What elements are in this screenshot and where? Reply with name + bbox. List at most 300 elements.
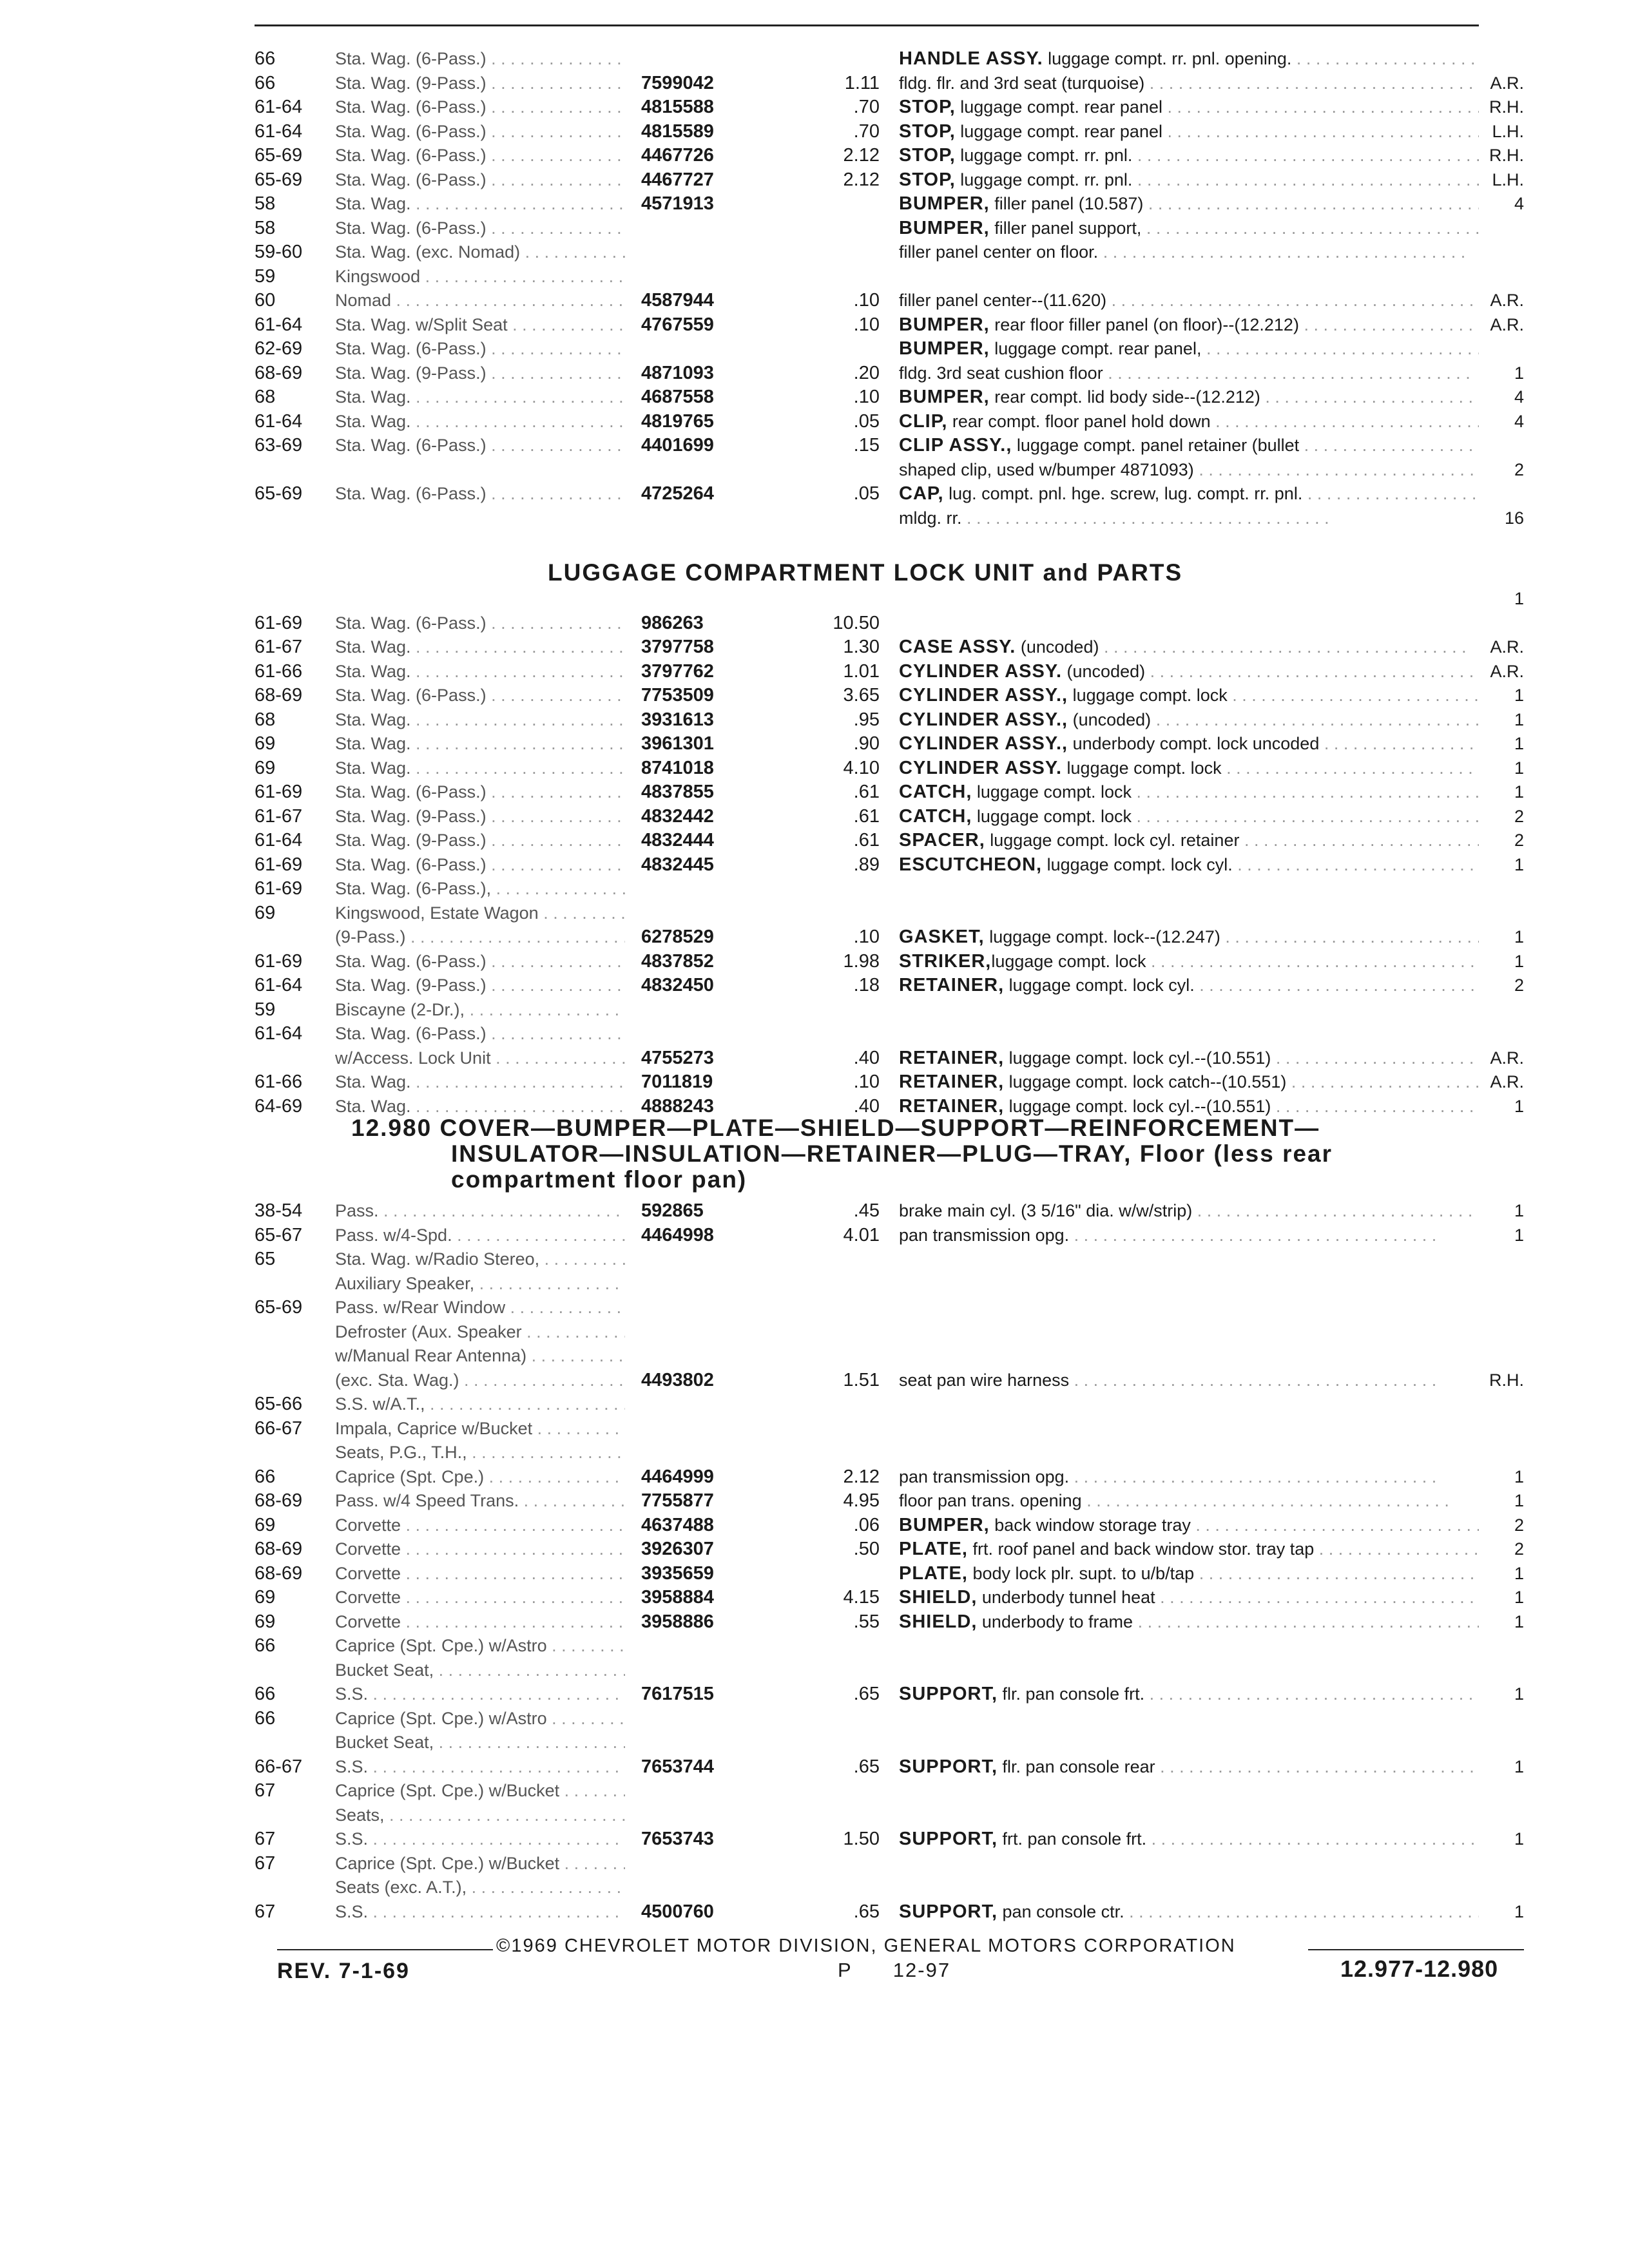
model-years: 58	[255, 217, 276, 238]
part-description	[899, 1513, 1479, 1537]
list-price: .20	[853, 362, 880, 383]
part-number: 986263	[641, 612, 704, 633]
part-number: 4832445	[641, 854, 714, 875]
model-years: 65-69	[255, 1297, 303, 1318]
model-description: Caprice (Spt. Cpe.) w/Astro . . .	[335, 1706, 625, 1731]
part-name: CATCH,	[899, 805, 972, 827]
model-description: Sta. Wag. (6-Pass.) . . .	[335, 336, 625, 361]
footer-rule-left	[277, 1949, 493, 1950]
parts-row	[255, 409, 1524, 434]
model-description: Sta. Wag. (9-Pass.) . . .	[335, 804, 625, 829]
part-name: BUMPER,	[899, 387, 990, 407]
model-years: 66	[255, 1684, 276, 1704]
model-years: 63-69	[255, 435, 303, 456]
part-description	[899, 143, 1479, 168]
model-description: Corvette . . .	[335, 1537, 625, 1561]
list-price: 1.50	[843, 1829, 880, 1849]
list-price: .61	[853, 805, 880, 827]
model-description: Sta. Wag. . . .	[335, 707, 625, 732]
quantity: 1	[1514, 1756, 1524, 1776]
part-name: CYLINDER ASSY.,	[899, 685, 1068, 706]
list-price: .10	[853, 314, 880, 335]
model-years: 68-69	[255, 1539, 303, 1559]
model-description: Pass. w/Rear Window . . .	[335, 1295, 625, 1320]
parts-row	[255, 804, 1524, 829]
model-description: w/Manual Rear Antenna) . . .	[335, 1343, 625, 1368]
part-description	[899, 433, 1479, 457]
model-description: Kingswood . . .	[335, 264, 625, 289]
quantity: 1	[1514, 1563, 1524, 1583]
parts-row	[255, 973, 1524, 997]
model-years: 65-69	[255, 169, 303, 190]
part-description	[899, 1223, 1479, 1247]
model-description: Sta. Wag. (6-Pass.) . . .	[335, 949, 625, 974]
part-description	[899, 852, 1479, 877]
model-years: 61-64	[255, 410, 303, 432]
model-years: 65-69	[255, 145, 303, 166]
parts-row	[255, 876, 1524, 901]
model-description: Sta. Wag. (6-Pass.) . . .	[335, 95, 625, 119]
part-description	[899, 1827, 1479, 1851]
parts-row	[255, 264, 1524, 289]
model-description: Corvette . . .	[335, 1561, 625, 1586]
quantity: 1	[1514, 589, 1524, 608]
model-description: Sta. Wag. (9-Pass.) . . .	[335, 71, 625, 95]
part-detail: luggage compt. rear panel	[955, 97, 1162, 117]
model-years: 68-69	[255, 685, 303, 706]
model-years: 69	[255, 1514, 276, 1535]
part-number: 4500760	[641, 1901, 714, 1922]
parts-row	[255, 336, 1524, 361]
list-price: 4.95	[843, 1490, 880, 1511]
part-name: CYLINDER ASSY.,	[899, 709, 1068, 730]
list-price: 4.10	[843, 757, 880, 778]
model-description: S.S. w/A.T., . . .	[335, 1392, 625, 1416]
model-description: Seats, P.G., T.H., . . .	[335, 1440, 625, 1465]
part-description	[899, 361, 1479, 385]
part-detail: pan console ctr.	[998, 1901, 1124, 1921]
model-years: 68-69	[255, 362, 303, 383]
parts-row	[255, 1271, 1524, 1296]
parts-row	[255, 1706, 1524, 1731]
part-number: 4493802	[641, 1369, 714, 1390]
list-price: 4.15	[843, 1587, 880, 1608]
part-detail: back window storage tray	[989, 1515, 1191, 1535]
model-years: 65-66	[255, 1394, 303, 1414]
quantity: 2	[1514, 1515, 1524, 1535]
part-number: 3797758	[641, 637, 714, 657]
model-years: 69	[255, 1587, 276, 1608]
model-years: 61-64	[255, 830, 303, 850]
part-description	[899, 1368, 1479, 1392]
part-detail: mldg. rr.	[899, 508, 962, 528]
parts-row	[255, 1247, 1524, 1271]
part-description	[899, 119, 1479, 144]
part-description	[899, 1046, 1479, 1070]
model-description: Bucket Seat, . . .	[335, 1658, 625, 1682]
part-number: 4637488	[641, 1514, 714, 1535]
part-name: SUPPORT,	[899, 1756, 998, 1777]
model-years: 64-69	[255, 1095, 303, 1117]
list-price: .95	[853, 709, 880, 730]
model-description: Sta. Wag. (exc. Nomad) . . .	[335, 240, 625, 264]
part-number: 4815588	[641, 97, 714, 117]
quantity: 1	[1514, 1096, 1524, 1116]
quantity: 1	[1514, 363, 1524, 383]
part-number: 4467727	[641, 169, 714, 190]
section-heading-line-3: compartment floor pan)	[451, 1166, 747, 1193]
list-price: 2.12	[843, 145, 880, 166]
model-description: Seats (exc. A.T.), . . .	[335, 1875, 625, 1899]
parts-row	[255, 1899, 1524, 1924]
parts-row	[255, 1440, 1524, 1465]
part-description	[899, 1682, 1479, 1706]
part-description	[899, 95, 1479, 119]
part-detail: luggage compt. lock cyl.	[1004, 975, 1195, 995]
part-description	[899, 46, 1479, 71]
part-number: 7755877	[641, 1490, 714, 1511]
model-years: 65-67	[255, 1224, 303, 1245]
part-description	[899, 1465, 1479, 1489]
part-detail: body lock plr. supt. to u/b/tap	[967, 1563, 1195, 1583]
part-detail: lug. compt. pnl. hge. screw, lug. compt. rr. pnl.	[943, 484, 1303, 503]
part-number: 7599042	[641, 72, 714, 93]
parts-row	[255, 191, 1524, 216]
list-price: 1.01	[843, 660, 880, 682]
model-years: 61-69	[255, 950, 303, 972]
list-price: .61	[853, 830, 880, 850]
quantity: 2	[1514, 975, 1524, 995]
part-description	[899, 1899, 1479, 1924]
parts-row	[255, 1537, 1524, 1561]
parts-row	[255, 828, 1524, 852]
parts-row	[255, 361, 1524, 385]
model-years: 67	[255, 1780, 276, 1801]
part-detail: underbody tunnel heat	[977, 1588, 1155, 1607]
model-description: S.S. . . .	[335, 1827, 625, 1851]
parts-row	[255, 143, 1524, 168]
model-description: Sta. Wag. . . .	[335, 731, 625, 756]
part-detail: brake main cyl. (3 5/16" dia. w/w/strip)	[899, 1201, 1193, 1220]
part-name: CYLINDER ASSY.,	[899, 733, 1068, 754]
model-description: Sta. Wag. (6-Pass.) . . .	[335, 168, 625, 192]
part-detail: luggage compt. rr. pnl. opening.	[1043, 49, 1292, 68]
list-price: .40	[853, 1047, 880, 1068]
model-years: 62-69	[255, 338, 303, 359]
part-number: 3958886	[641, 1611, 714, 1632]
model-description: Sta. Wag. (9-Pass.) . . .	[335, 973, 625, 997]
part-detail: luggage compt. rear panel,	[989, 339, 1202, 358]
part-detail: frt. pan console frt.	[998, 1829, 1147, 1849]
model-description: Caprice (Spt. Cpe.) w/Astro . . .	[335, 1633, 625, 1658]
parts-row	[255, 1198, 1524, 1223]
part-number: 4401699	[641, 435, 714, 456]
part-detail: luggage compt. lock cyl.--(10.551)	[1004, 1096, 1271, 1116]
part-name: BUMPER,	[899, 314, 990, 335]
part-description	[899, 1610, 1479, 1634]
list-price: .70	[853, 97, 880, 117]
part-number: 4464998	[641, 1224, 714, 1245]
part-detail: pan transmission opg.	[899, 1466, 1070, 1486]
quantity: A.R.	[1490, 314, 1524, 334]
model-years: 61-67	[255, 805, 303, 827]
part-number: 4464999	[641, 1466, 714, 1487]
parts-row	[255, 46, 1524, 71]
list-price: .55	[853, 1611, 880, 1632]
part-number: 3926307	[641, 1539, 714, 1559]
part-detail: luggage compt. rr. pnl.	[955, 169, 1133, 189]
list-price: 4.01	[843, 1224, 880, 1245]
list-price: 2.12	[843, 1466, 880, 1487]
model-years: 61-64	[255, 314, 303, 335]
part-description	[899, 216, 1479, 240]
part-name: STOP,	[899, 169, 956, 190]
parts-row	[255, 1070, 1524, 1094]
part-description	[899, 71, 1479, 95]
section-heading-lock-unit: LUGGAGE COMPARTMENT LOCK UNIT and PARTS	[548, 559, 1183, 586]
model-description: Pass. . . .	[335, 1198, 625, 1223]
part-number: 4832442	[641, 805, 714, 827]
quantity: L.H.	[1492, 169, 1524, 189]
part-description	[899, 635, 1479, 659]
list-price: .10	[853, 927, 880, 947]
parts-row	[255, 1610, 1524, 1634]
part-name: STRIKER,	[899, 950, 992, 972]
list-price: 1.11	[844, 72, 880, 93]
parts-row	[255, 240, 1524, 264]
part-detail: luggage compt. lock cyl.--(10.551)	[1004, 1048, 1271, 1068]
parts-row	[255, 1392, 1524, 1416]
parts-row	[255, 1513, 1524, 1537]
part-name: BUMPER,	[899, 1514, 990, 1535]
part-detail: luggage compt. rear panel	[955, 121, 1162, 141]
part-name: PLATE,	[899, 1539, 968, 1559]
part-description	[899, 949, 1479, 974]
part-description	[899, 1561, 1479, 1586]
model-years: 61-64	[255, 975, 303, 995]
part-name: CYLINDER ASSY.	[899, 757, 1063, 778]
list-price: .45	[853, 1200, 880, 1221]
parts-row	[255, 506, 1524, 530]
part-description	[899, 828, 1479, 852]
part-number: 3958884	[641, 1587, 714, 1608]
top-rule	[255, 24, 1479, 26]
part-name: SUPPORT,	[899, 1829, 998, 1849]
section-heading-line-2: INSULATOR—INSULATION—RETAINER—PLUG—TRAY, Floor (less rear	[451, 1140, 1333, 1167]
parts-row	[255, 481, 1524, 506]
list-price: .18	[853, 975, 880, 995]
model-description: Sta. Wag. (6-Pass.) . . .	[335, 46, 625, 71]
part-number: 3931613	[641, 709, 714, 730]
parts-row	[255, 1046, 1524, 1070]
part-name: SUPPORT,	[899, 1901, 998, 1922]
model-description: Sta. Wag. . . .	[335, 409, 625, 434]
model-description: Sta. Wag. (6-Pass.) . . .	[335, 1021, 625, 1046]
part-detail: shaped clip, used w/bumper 4871093)	[899, 459, 1194, 479]
quantity: 1	[1514, 1611, 1524, 1631]
model-years: 66-67	[255, 1418, 303, 1439]
model-description: Seats, . . .	[335, 1803, 625, 1827]
model-years: 69	[255, 902, 276, 923]
part-detail: luggage compt. rr. pnl.	[955, 146, 1133, 165]
part-description	[899, 731, 1479, 756]
list-price: 1.98	[843, 950, 880, 972]
model-years: 67	[255, 1829, 276, 1849]
parts-row	[255, 586, 1524, 611]
parts-row	[255, 1295, 1524, 1320]
part-name: ESCUTCHEON,	[899, 854, 1043, 875]
part-number: 3961301	[641, 733, 714, 754]
model-description: Caprice (Spt. Cpe.) . . .	[335, 1465, 625, 1489]
parts-row	[255, 852, 1524, 877]
part-name: CYLINDER ASSY.	[899, 660, 1063, 682]
part-detail: filler panel center on floor.	[899, 242, 1099, 262]
parts-row	[255, 1851, 1524, 1876]
model-years: 61-69	[255, 612, 303, 633]
part-description	[899, 707, 1479, 732]
model-description: Pass. w/4 Speed Trans. . . .	[335, 1488, 625, 1513]
page-number: P 12-97	[838, 1959, 951, 1981]
part-description	[899, 288, 1479, 312]
part-number: 4871093	[641, 362, 714, 383]
part-detail: (uncoded)	[1062, 661, 1146, 681]
parts-row	[255, 997, 1524, 1022]
parts-row	[255, 1658, 1524, 1682]
list-price: .05	[853, 410, 880, 432]
parts-row	[255, 683, 1524, 707]
part-detail: (uncoded)	[1068, 709, 1152, 729]
model-years: 61-69	[255, 782, 303, 802]
part-number: 4467726	[641, 145, 714, 166]
parts-row	[255, 1803, 1524, 1827]
model-description: Sta. Wag. (6-Pass.) . . .	[335, 611, 625, 635]
part-detail: luggage compt. lock	[991, 951, 1146, 971]
model-years: 66	[255, 1635, 276, 1656]
part-detail: fldg. 3rd seat cushion floor	[899, 363, 1103, 383]
quantity: 1	[1514, 734, 1524, 753]
part-detail: luggage compt. lock catch--(10.551)	[1004, 1072, 1287, 1091]
part-detail: filler panel (10.587)	[989, 194, 1144, 213]
parts-row	[255, 312, 1524, 337]
part-number: 3935659	[641, 1562, 714, 1584]
model-years: 66	[255, 72, 276, 93]
part-detail: luggage compt. lock	[1062, 758, 1222, 778]
part-description	[899, 756, 1479, 780]
part-detail: luggage compt. lock	[972, 782, 1132, 802]
list-price: 1.30	[843, 637, 880, 657]
model-description: Sta. Wag. (6-Pass.) . . .	[335, 216, 625, 240]
model-description: Sta. Wag. . . .	[335, 385, 625, 409]
model-years: 61-64	[255, 120, 303, 142]
model-years: 66	[255, 1466, 276, 1487]
part-name: PLATE,	[899, 1562, 968, 1584]
model-description: Sta. Wag. w/Radio Stereo, . . .	[335, 1247, 625, 1271]
model-description: Sta. Wag. . . .	[335, 191, 625, 216]
part-name: STOP,	[899, 120, 956, 142]
quantity: 4	[1514, 194, 1524, 213]
model-years: 68-69	[255, 1490, 303, 1511]
model-years: 61-69	[255, 878, 303, 899]
part-detail: rear compt. lid body side--(12.212)	[989, 387, 1260, 407]
model-description: Kingswood, Estate Wagon . . .	[335, 901, 625, 925]
model-description: Sta. Wag. (9-Pass.) . . .	[335, 828, 625, 852]
parts-row	[255, 756, 1524, 780]
model-years: 69	[255, 733, 276, 754]
parts-row	[255, 216, 1524, 240]
list-price: .50	[853, 1539, 880, 1559]
parts-row	[255, 1827, 1524, 1851]
parts-row	[255, 119, 1524, 144]
model-years: 67	[255, 1852, 276, 1874]
model-years: 68	[255, 709, 276, 730]
part-number: 4767559	[641, 314, 714, 335]
part-detail: (uncoded)	[1016, 637, 1099, 657]
model-description: Sta. Wag. . . .	[335, 1094, 625, 1119]
part-number: 6278529	[641, 927, 714, 947]
quantity: 1	[1514, 1466, 1524, 1486]
part-detail: flr. pan console frt.	[998, 1684, 1145, 1704]
quantity: 1	[1514, 1684, 1524, 1704]
parts-row	[255, 780, 1524, 804]
part-number: 7617515	[641, 1684, 714, 1704]
model-description: Sta. Wag. (6-Pass.) . . .	[335, 119, 625, 144]
revision-date: REV. 7-1-69	[277, 1959, 410, 1983]
part-name: CASE ASSY.	[899, 637, 1016, 657]
part-detail: underbody to frame	[977, 1611, 1133, 1631]
part-name: SHIELD,	[899, 1587, 978, 1608]
part-name: BUMPER,	[899, 193, 990, 214]
quantity: A.R.	[1490, 1048, 1524, 1068]
part-description	[899, 1754, 1479, 1779]
parts-row	[255, 1875, 1524, 1899]
part-detail: luggage compt. lock cyl.	[1042, 854, 1233, 874]
part-detail: floor pan trans. opening	[899, 1491, 1082, 1510]
part-name: CLIP,	[899, 410, 948, 432]
quantity: 2	[1514, 806, 1524, 826]
model-years: 65	[255, 1249, 276, 1269]
parts-row	[255, 1320, 1524, 1344]
model-description: Sta. Wag. . . .	[335, 635, 625, 659]
part-name: SPACER,	[899, 830, 985, 850]
part-name: CAP,	[899, 483, 944, 504]
part-description	[899, 973, 1479, 997]
model-description: Sta. Wag. . . .	[335, 659, 625, 684]
model-description: Sta. Wag. (6-Pass.) . . .	[335, 143, 625, 168]
model-description: Sta. Wag. (6-Pass.) . . .	[335, 433, 625, 457]
model-years: 65-69	[255, 483, 303, 504]
list-price: .10	[853, 290, 880, 311]
part-name: BUMPER,	[899, 217, 990, 238]
model-years: 69	[255, 1611, 276, 1632]
part-detail: flr. pan console rear	[998, 1756, 1155, 1776]
parts-row	[255, 925, 1524, 949]
model-years: 59	[255, 265, 276, 287]
list-price: .40	[853, 1095, 880, 1117]
model-years: 69	[255, 757, 276, 778]
model-years: 67	[255, 1901, 276, 1922]
part-number: 4571913	[641, 193, 714, 214]
parts-row	[255, 1416, 1524, 1441]
section-range: 12.977-12.980	[1340, 1956, 1499, 1982]
parts-row	[255, 949, 1524, 974]
model-description: Impala, Caprice w/Bucket . . .	[335, 1416, 625, 1441]
part-description	[899, 683, 1479, 707]
quantity: 1	[1514, 686, 1524, 705]
list-price: .10	[853, 1072, 880, 1092]
model-description: Corvette . . .	[335, 1610, 625, 1634]
part-description	[899, 1585, 1479, 1610]
model-description: (exc. Sta. Wag.) . . .	[335, 1368, 625, 1392]
